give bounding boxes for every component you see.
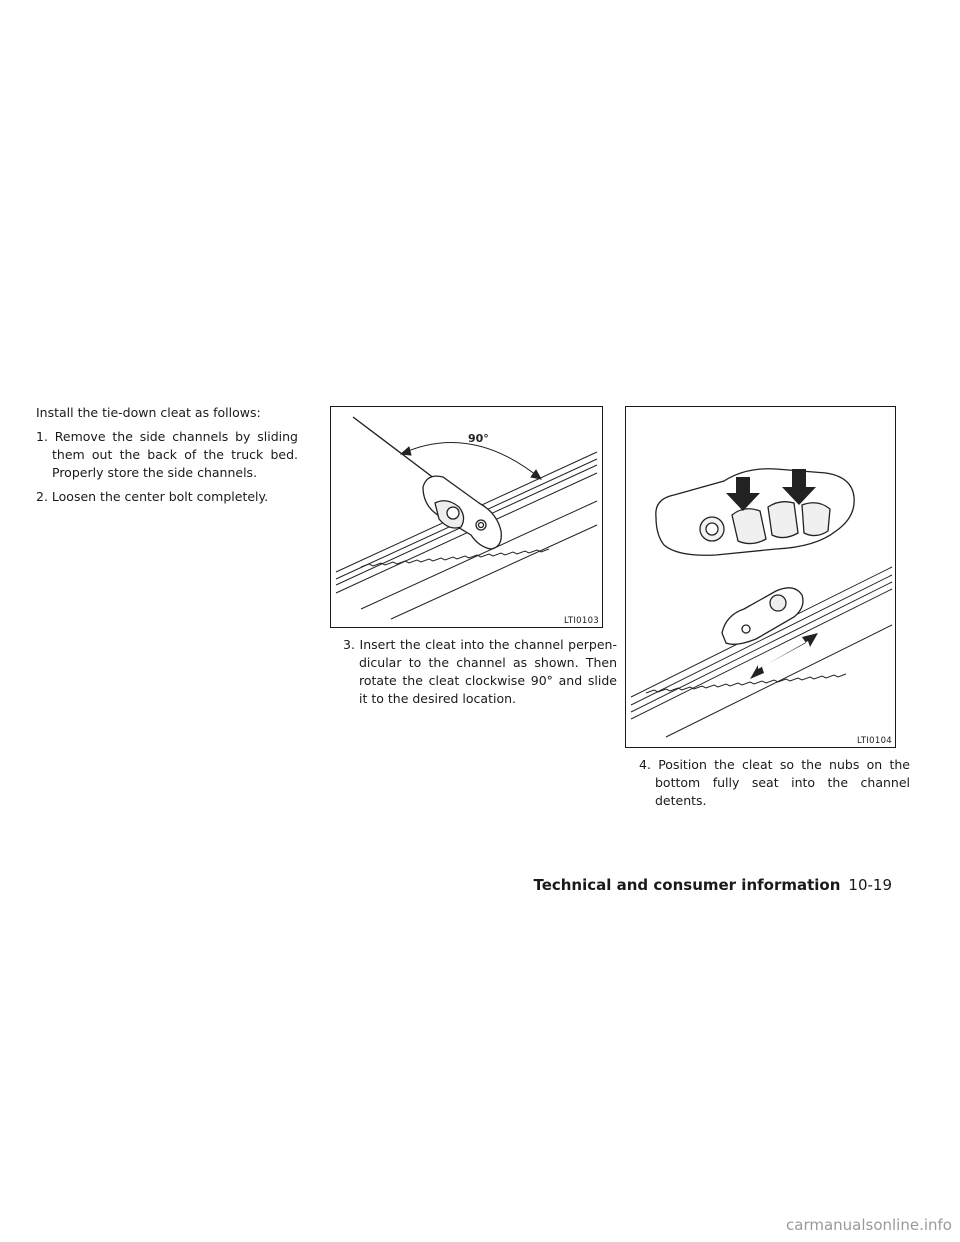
step-4: 4. Position the cleat so the nubs on the bottom fully seat into the channel detents.	[639, 757, 910, 808]
page-number: 10-19	[848, 876, 892, 894]
figure-cleat-rotation	[330, 406, 603, 628]
cleat-rotation-illustration	[331, 407, 602, 627]
cleat-nubs-illustration	[626, 407, 895, 747]
figure-label: LTI0104	[857, 736, 892, 746]
intro-text: Install the tie-down cleat as follows:	[36, 405, 261, 420]
left-column	[36, 404, 298, 512]
step-3: 3. Insert the cleat into the channel perpen-dicular to the channel as shown. Then rotate the cleat clockwise 90° and slide it to the desired location.	[343, 637, 617, 706]
section-title: Technical and consumer information	[533, 876, 841, 894]
step-1: 1. Remove the side channels by sliding them out the back of the truck bed. Properly store the side channels.	[36, 429, 298, 480]
watermark: carmanualsonline.info	[786, 1216, 952, 1234]
angle-label: 90°	[468, 432, 489, 445]
figure-label: LTI0103	[564, 616, 599, 626]
step-2: 2. Loosen the center bolt completely.	[36, 489, 269, 504]
page-footer	[533, 876, 892, 894]
figure-cleat-nubs	[625, 406, 896, 748]
